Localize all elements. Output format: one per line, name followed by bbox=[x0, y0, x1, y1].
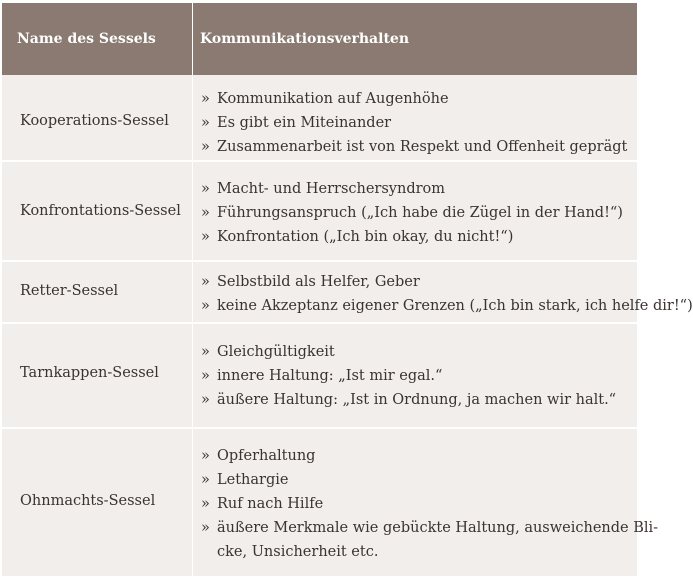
bullet-icon: » bbox=[201, 115, 210, 131]
bullet-icon: » bbox=[201, 181, 210, 197]
bullet-icon: » bbox=[201, 274, 210, 290]
row-name-ohnmachts: Ohnmachts-Sessel bbox=[20, 493, 156, 509]
bullet-icon: » bbox=[201, 368, 210, 384]
bullet-icon: » bbox=[201, 448, 210, 464]
row-name-kooperations: Kooperations-Sessel bbox=[20, 113, 169, 129]
column-divider bbox=[192, 3, 193, 576]
row-divider bbox=[2, 427, 637, 429]
bullet-icon: » bbox=[201, 520, 210, 536]
bullet-icon: » bbox=[201, 139, 210, 155]
bullet-icon: » bbox=[201, 205, 210, 221]
row-name-tarnkappen: Tarnkappen-Sessel bbox=[20, 365, 159, 381]
header-name-column: Name des Sessels bbox=[17, 31, 156, 47]
bullet-icon: » bbox=[201, 496, 210, 512]
header-behavior-column: Kommunikationsverhalten bbox=[200, 31, 409, 47]
row-name-konfrontations: Konfrontations-Sessel bbox=[20, 203, 181, 219]
bullet-icon: » bbox=[201, 91, 210, 107]
bullet-icon: » bbox=[201, 392, 210, 408]
row-divider bbox=[2, 322, 637, 324]
row-divider bbox=[2, 160, 637, 162]
row-name-retter: Retter-Sessel bbox=[20, 283, 119, 299]
communication-table: Name des Sessels Kommunikationsverhalten Kooperations-Sessel » Kommunikation auf Augenhöhe » Es gibt ein Miteinander » Zusammenarbeit ist von Respekt und Offenheit geprägt Konfrontations-Sessel » Macht- und Herrschersyndrom » Führungsanspruch („Ich habe die Zügel in der Hand!“) » Konfrontation („Ich bin okay, du nicht!“) Retter-Sessel » Selbstbild als Helfer, Geber » keine Akzeptanz eigener Grenzen („Ich bin stark, ich helfe dir!“) Tarnkappen-Sessel » Gleichgültigkeit » innere Haltung: „Ist mir egal.“ » äußere Haltung: „Ist in Ordnung, ja machen wir halt.“ Ohnmachts-Sessel » Opferhaltung » Lethargie » Ruf nach Hilfe » äußere Merkmale wie gebückte Haltung, ausweichende Bli- cke, Unsicherheit etc. bbox=[2, 3, 637, 576]
bullet-icon: » bbox=[201, 472, 210, 488]
bullet-icon: » bbox=[201, 344, 210, 360]
bullet-icon: » bbox=[201, 298, 210, 314]
bullet-icon: » bbox=[201, 229, 210, 245]
table-header bbox=[2, 3, 637, 75]
row-divider bbox=[2, 260, 637, 262]
